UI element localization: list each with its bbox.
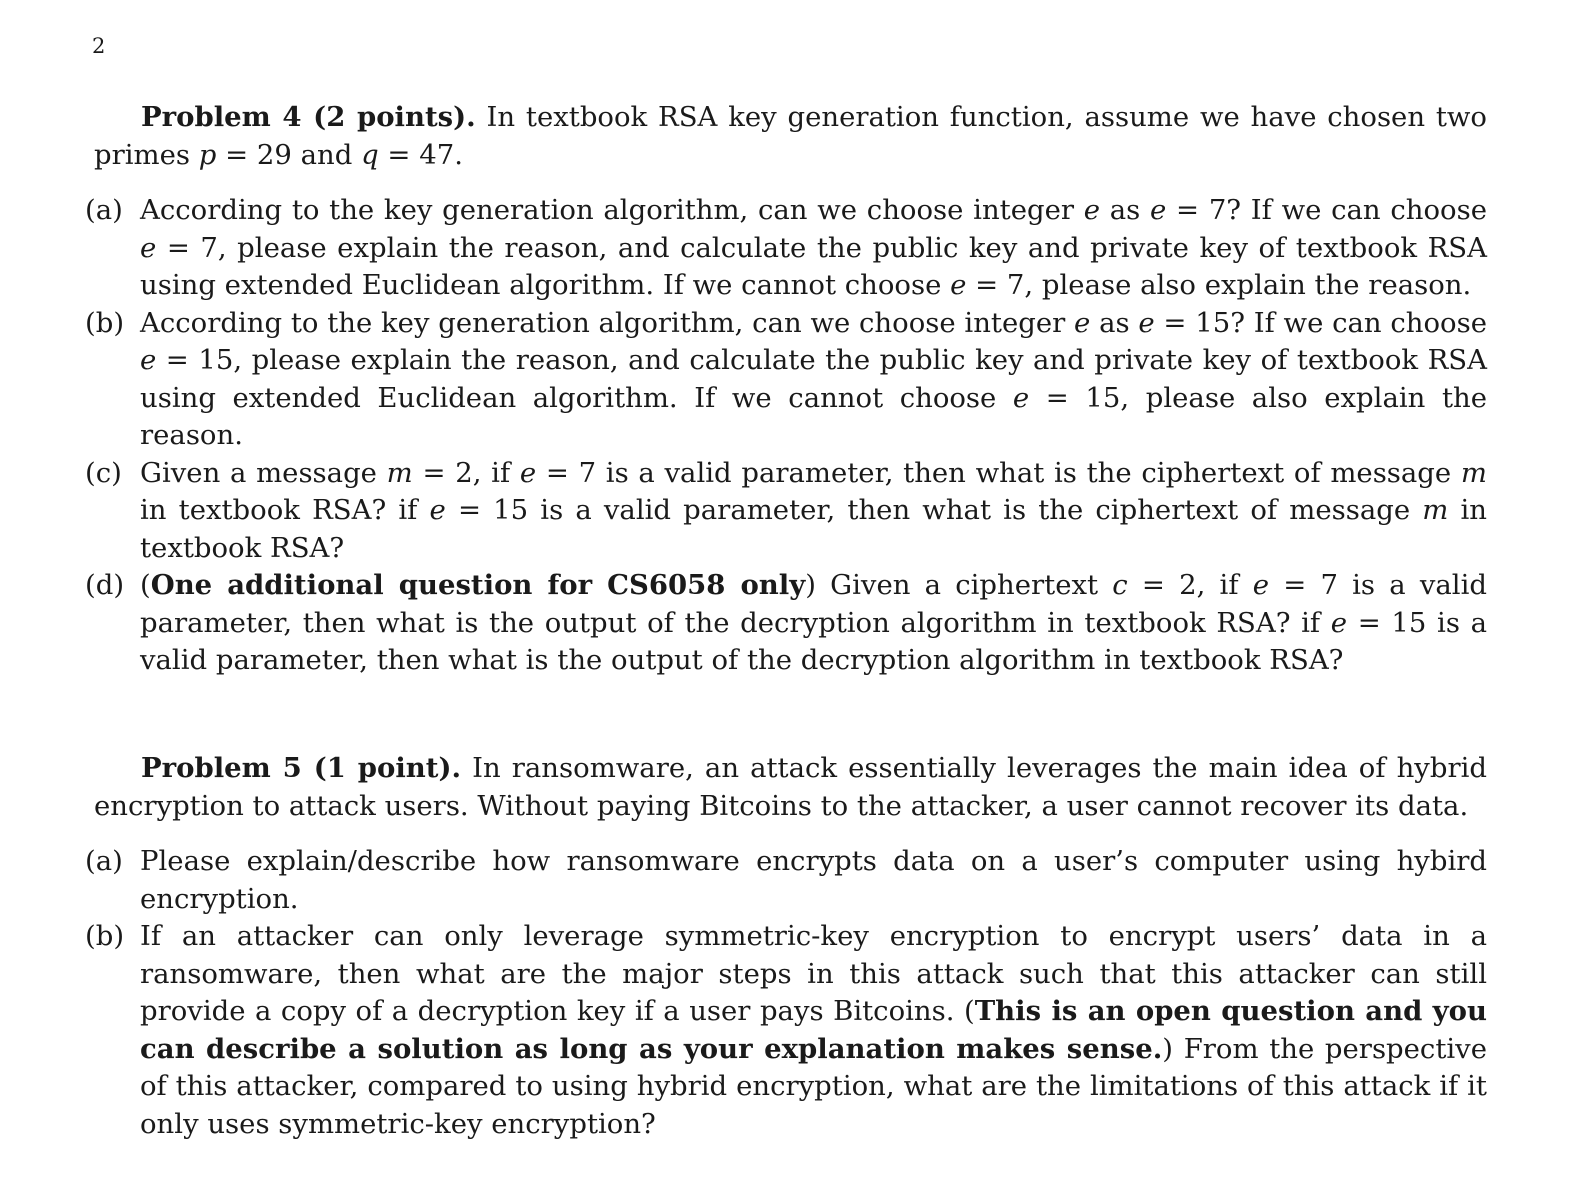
text-run: = 7 is a valid parameter, then what is the output of the decryption algorithm in textbook RSA? if bbox=[140, 569, 1487, 639]
question-part bbox=[85, 843, 1487, 918]
math-variable: m bbox=[386, 456, 413, 489]
question-part bbox=[85, 567, 1487, 680]
math-variable: e bbox=[1012, 381, 1030, 414]
part-label: (a) bbox=[85, 845, 123, 877]
part-label: (d) bbox=[85, 569, 125, 601]
math-variable: e bbox=[1074, 306, 1091, 339]
problem-4 bbox=[85, 99, 1488, 680]
text-run: If an attacker can only leverage symmetric-key encryption to encrypt users’ data in a ransomware, then what are the major steps in this attack such that this attacker can still provide a copy of a decryption key if a user pays Bitcoins. ( bbox=[140, 920, 1487, 1027]
math-variable: e bbox=[1083, 194, 1101, 226]
math-variable: e bbox=[950, 269, 967, 301]
math-variable: e bbox=[1138, 306, 1155, 339]
text-run: = 2, if bbox=[1127, 569, 1253, 601]
text-run: in textbook RSA? bbox=[140, 494, 1488, 564]
text-run: Given a message bbox=[140, 456, 387, 489]
bold-text: This is an open question and you can describe a solution as long as your explanation makes sense. bbox=[140, 995, 1487, 1065]
text-run: = 7, please explain the reason, and calculate the public key and private key of textbook RSA using extended Euclidean algorithm. If we cannot choose bbox=[140, 231, 1487, 301]
problem-4-heading: Problem 4 (2 points). bbox=[141, 101, 476, 133]
text-run: In textbook RSA key generation function, assume we have chosen two primes bbox=[94, 101, 1487, 171]
math-variable: m bbox=[1460, 456, 1487, 489]
part-label: (a) bbox=[85, 194, 123, 226]
text-run: ) From the perspective of this attacker, compared to using hybrid encryption, what are the limitations of this attack if it only uses symmetric-key encryption? bbox=[140, 1032, 1487, 1140]
math-variable: c bbox=[1112, 569, 1128, 601]
text-run: as bbox=[1100, 194, 1151, 226]
part-text bbox=[140, 305, 1487, 455]
problem-5 bbox=[85, 750, 1487, 1143]
bold-text: One additional question for CS6058 only bbox=[150, 569, 806, 601]
text-run: ( bbox=[140, 569, 151, 601]
text-run: = 15, please explain the reason, and calculate the public key and private key of textbook RSA using extended Euclidean algorithm. If we cannot choose bbox=[140, 344, 1487, 414]
text-run: Please explain/describe how ransomware encrypts data on a user’s computer using hybird encryption. bbox=[140, 845, 1487, 915]
text-run: = 15? If we can choose bbox=[1154, 306, 1488, 339]
problem-4-statement bbox=[94, 99, 1487, 174]
math-variable: e bbox=[1150, 194, 1167, 226]
question-part bbox=[85, 192, 1487, 305]
text-run: = 29 and bbox=[216, 138, 362, 171]
text-run: In ransomware, an attack essentially leverages the main idea of hybrid encryption to attack users. Without paying Bitcoins to the attacker, a user cannot recover its data. bbox=[94, 752, 1487, 822]
problem-5-parts bbox=[85, 843, 1487, 1143]
part-label: (c) bbox=[85, 456, 122, 489]
text-run: = 15 is a valid parameter, then what is the output of the decryption algorithm in textbook RSA? bbox=[140, 606, 1487, 676]
text-run: = 7 is a valid parameter, then what is the ciphertext of message bbox=[536, 456, 1461, 489]
math-variable: p bbox=[198, 138, 217, 171]
question-part bbox=[85, 305, 1488, 455]
text-run: as bbox=[1090, 306, 1139, 339]
part-text bbox=[140, 192, 1487, 305]
question-part bbox=[85, 455, 1488, 568]
math-variable: e bbox=[519, 456, 537, 489]
text-run: = 15 is a valid parameter, then what is the ciphertext of message bbox=[445, 494, 1423, 526]
text-run: = 7, please also explain the reason. bbox=[966, 269, 1472, 301]
text-run: According to the key generation algorithm, can we choose integer bbox=[140, 306, 1075, 339]
problem-4-parts bbox=[85, 192, 1488, 680]
part-label: (b) bbox=[85, 306, 125, 339]
part-text bbox=[140, 918, 1487, 1143]
text-run: = 47. bbox=[378, 138, 463, 171]
problem-5-statement bbox=[94, 750, 1487, 825]
problem-5-heading: Problem 5 (1 point). bbox=[141, 752, 462, 784]
math-variable: e bbox=[1252, 569, 1269, 601]
part-text bbox=[140, 455, 1487, 568]
math-variable: m bbox=[1422, 494, 1449, 526]
question-part bbox=[85, 918, 1487, 1143]
text-run: According to the key generation algorithm, can we choose integer bbox=[140, 194, 1084, 226]
part-label: (b) bbox=[85, 920, 125, 952]
text-run: = 15, please also explain the reason. bbox=[140, 381, 1487, 451]
text-run: ) Given a ciphertext bbox=[805, 569, 1113, 601]
math-variable: e bbox=[429, 494, 446, 526]
math-variable: e bbox=[1330, 606, 1348, 639]
math-variable: q bbox=[361, 138, 379, 171]
page-number: 2 bbox=[92, 34, 106, 58]
text-run: = 2, if bbox=[412, 456, 520, 489]
math-variable: e bbox=[140, 231, 157, 264]
text-run: = 7? If we can choose bbox=[1166, 194, 1487, 226]
part-text bbox=[140, 843, 1487, 918]
math-variable: e bbox=[140, 344, 157, 376]
part-text bbox=[140, 567, 1487, 680]
text-run: in textbook RSA? if bbox=[140, 494, 430, 526]
